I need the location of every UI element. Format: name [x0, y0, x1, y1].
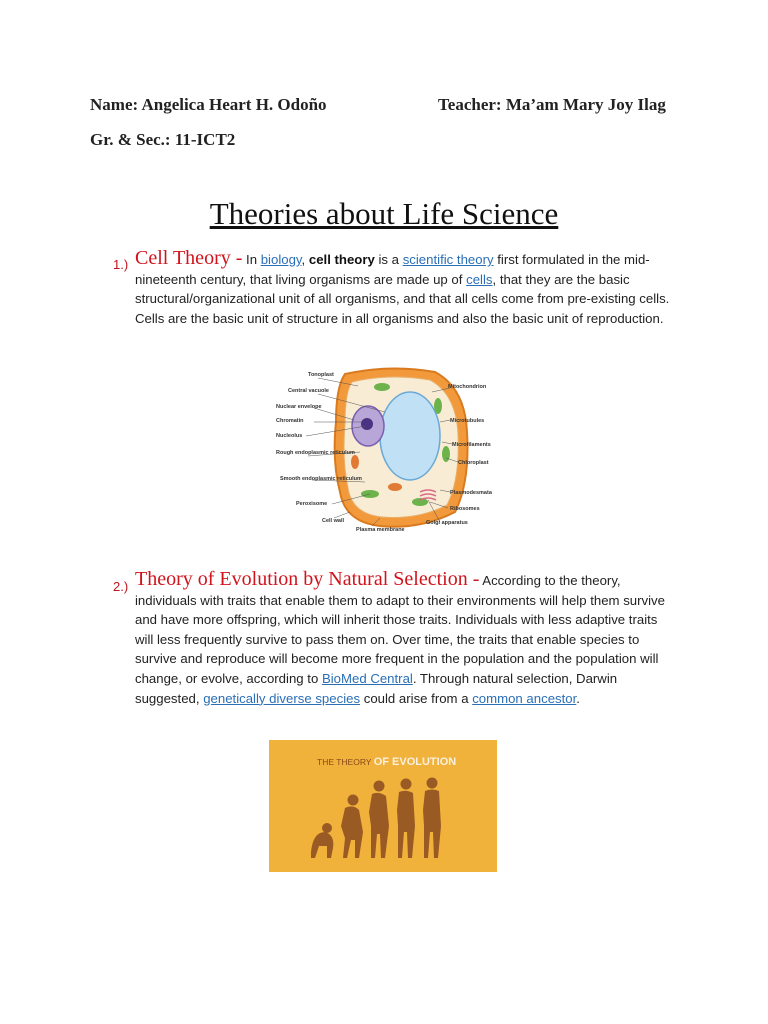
link-cells[interactable]: cells: [466, 271, 493, 287]
label-peroxisome: Peroxisome: [296, 501, 328, 507]
section-2-heading: Theory of Evolution by Natural Selection -: [135, 568, 480, 590]
link-genetically-diverse-species[interactable]: genetically diverse species: [203, 690, 361, 706]
label-smooth-er: Smooth endoplasmic reticulum: [280, 476, 362, 482]
label-nucleolus: Nucleolus: [276, 433, 303, 439]
text-span: , that they are the basic structural/organizational unit of all organisms, and that all cells come from pre-existing cells. Cells are the basic unit of structure in all organisms and also the basic unit of reproduction.: [135, 271, 670, 326]
section-2-paragraph: [135, 570, 670, 708]
text-span: first formulated in the mid-nineteenth century, that living organisms are made up of: [135, 252, 650, 287]
evolution-image: [269, 740, 497, 872]
teacher-name: Teacher: Ma’am Mary Joy Ilag: [438, 95, 666, 114]
nucleolus-shape: [361, 418, 373, 430]
label-ribosomes: Ribosomes: [450, 506, 480, 512]
mitochondrion-shape: [351, 455, 359, 469]
label-central-vacuole: Central vacuole: [288, 388, 329, 394]
label-nuclear-envelope: Nuclear envelope: [276, 404, 322, 410]
label-chromatin: Chromatin: [276, 418, 304, 424]
central-vacuole-shape: [380, 392, 440, 480]
chloroplast-shape: [434, 398, 442, 414]
link-biology[interactable]: biology: [260, 252, 302, 267]
label-mitochondrion: Mitochondrion: [448, 384, 487, 390]
section-1-paragraph: [135, 249, 670, 328]
chloroplast-shape: [374, 383, 390, 391]
text-span: .: [576, 690, 580, 706]
section-2-number: 2.): [113, 579, 129, 594]
label-tonoplast: Tonoplast: [308, 372, 334, 378]
page-title: Theories about Life Science: [209, 196, 559, 231]
chloroplast-shape: [442, 446, 450, 462]
grade-section: Gr. & Sec.: 11-ICT2: [90, 130, 236, 149]
section-1-heading: Cell Theory -: [135, 247, 243, 269]
link-common-ancestor[interactable]: common ancestor: [472, 690, 577, 706]
label-microtubules: Microtubules: [450, 418, 485, 424]
text-span: According to the theory, individuals with traits that enable them to adapt to their environments will help them survive and have more offspring, which will inherit those traits. Individuals with less adaptive traits will less frequently survive to pass them on. Over time, the traits that enable species to survive and reproduce will become more frequent in the population and the population will change, or evolve, according to: [135, 573, 665, 686]
student-name: Name: Angelica Heart H. Odoño: [90, 95, 327, 114]
bold-cell-theory: cell theory: [308, 252, 375, 267]
label-rough-er: Rough endoplasmic reticulum: [276, 450, 355, 456]
label-chloroplast: Chloroplast: [458, 460, 489, 466]
evolution-caption: THE THEORY OF EVOLUTION: [317, 756, 457, 768]
link-scientific-theory[interactable]: scientific theory: [402, 252, 494, 267]
label-plasmodesmata: Plasmodesmata: [450, 490, 492, 496]
text-span: could arise from a: [360, 690, 473, 706]
link-biomed-central[interactable]: BioMed Central: [321, 670, 413, 686]
label-cell-wall: Cell wall: [322, 518, 345, 524]
label-plasma-membrane: Plasma membrane: [356, 527, 405, 533]
text-span: is a: [374, 252, 403, 267]
label-golgi: Golgi apparatus: [426, 520, 468, 526]
plant-cell-diagram: [270, 362, 510, 534]
text-span: ,: [301, 252, 309, 267]
text-span: . Through natural selection, Darwin suggested,: [135, 670, 618, 706]
label-microfilaments: Microfilaments: [452, 442, 491, 448]
mitochondrion-shape: [388, 483, 402, 491]
text-span: In: [242, 252, 261, 267]
section-1-number: 1.): [113, 257, 129, 272]
